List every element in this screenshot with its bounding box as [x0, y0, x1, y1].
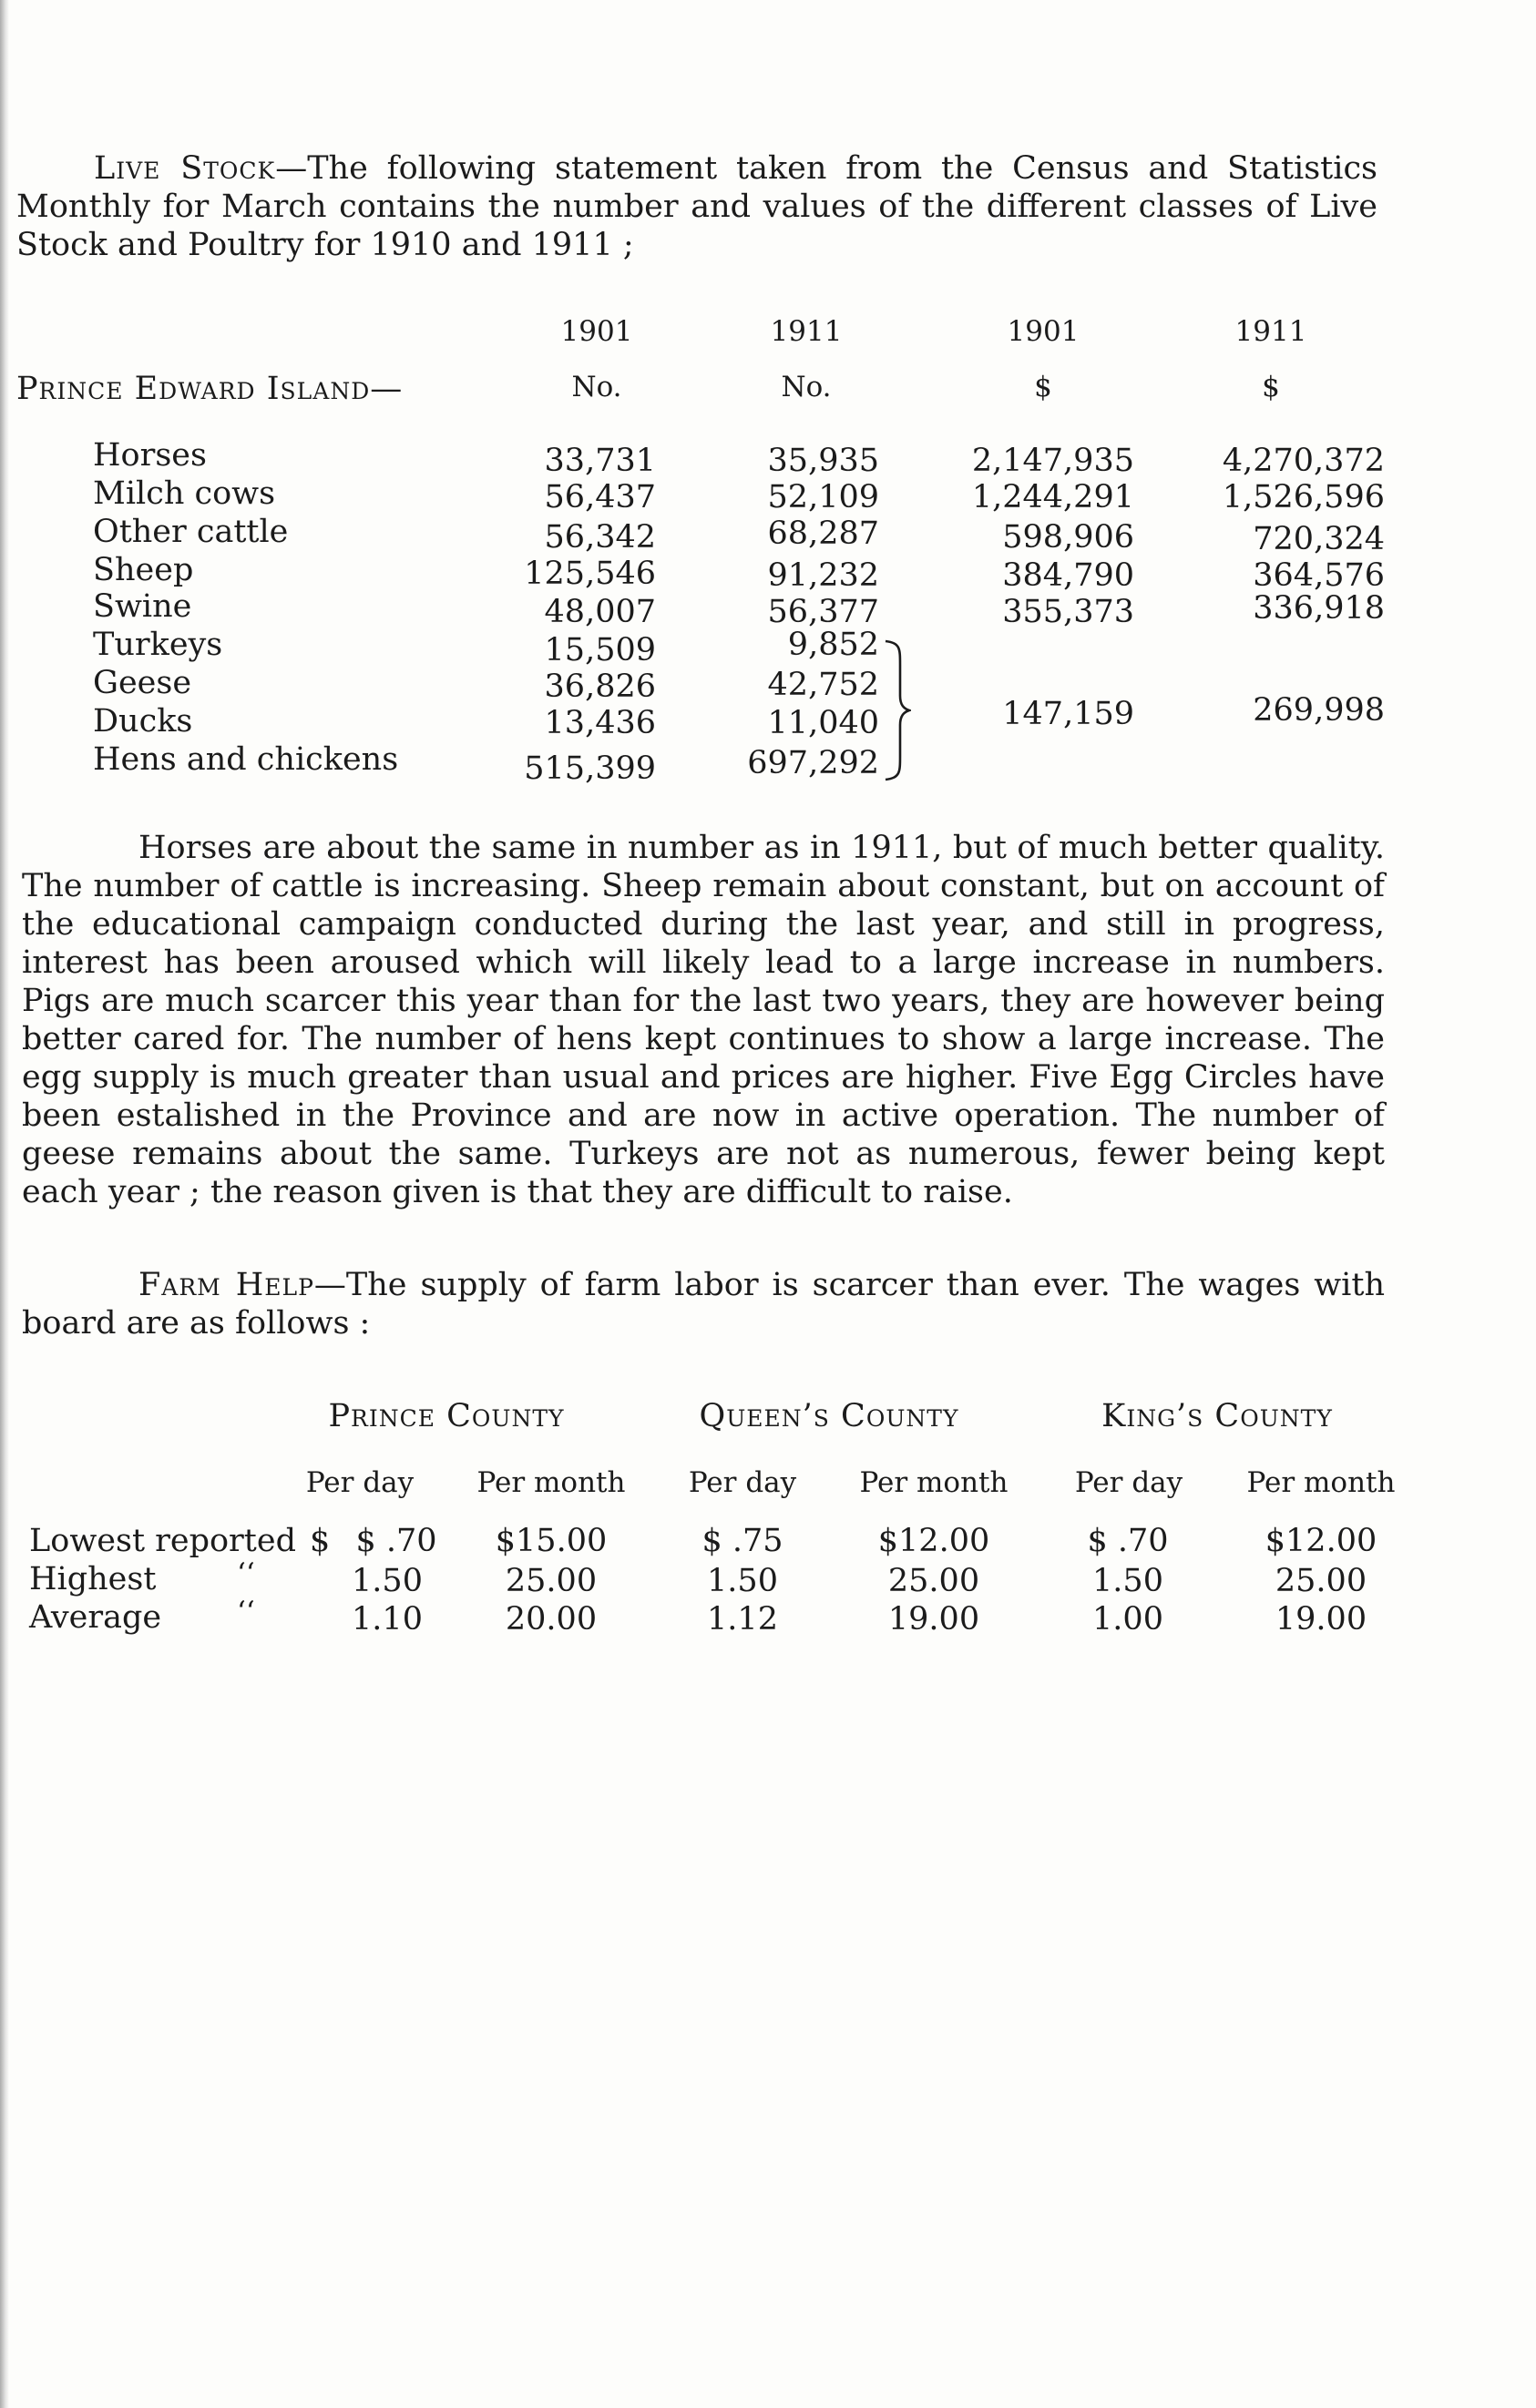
cell-no-1901: 13,436 — [544, 705, 656, 741]
cell-no-1901: 15,509 — [544, 632, 656, 668]
prince-per-month: 25.00 — [505, 1563, 598, 1599]
row-mark: ‘‘ — [237, 1596, 255, 1628]
prince-per-day: 1.50 — [352, 1563, 423, 1599]
poultry-value-1901: 147,159 — [1002, 696, 1134, 732]
cell-no-1901: 56,342 — [544, 519, 656, 556]
livestock-discussion: Horses are about the same in number as in 1911, but of much better quality. The number of cattle is increasing. Sheep remain about constant, but on account of the educational campaign conducted during the last year, and still in progress, interest has been aroused which will likely lead to a large increase in numbers. Pigs are much scarcer this year than for the last two years, they are however being better cared for. The number of hens kept continues to show a large increase. The egg supply is much greater than usual and prices are higher. Five Egg Circles have been estalished in the Province and are now in active operation. The number of geese remains about the same. Turkeys are not as numerous, fewer being kept each year ; the reason given is that they are difficult to raise. — [22, 830, 1385, 1210]
row-label: Average — [29, 1599, 162, 1636]
queens-per-month: 19.00 — [887, 1601, 980, 1638]
farm-help-intro — [22, 1266, 1385, 1342]
queens-per-day-label: Per day — [688, 1466, 797, 1499]
cell-val-1901: 598,906 — [1002, 519, 1134, 556]
livestock-intro-text: —The following statement taken from the Census and Statistics Monthly for March contains the number and values of the different classes of Live Stock and Poultry for 1910 and 1911 ; — [16, 150, 1378, 263]
cell-no-1901: 33,731 — [544, 443, 656, 479]
cell-val-1911: 336,918 — [1253, 590, 1385, 627]
cell-val-1901: 355,373 — [1002, 594, 1134, 630]
prince-per-day: $ .70 — [355, 1523, 437, 1559]
header-year-1: 1901 — [560, 315, 633, 348]
cell-no-1901: 515,399 — [524, 750, 656, 787]
cell-no-1901: 125,546 — [524, 556, 656, 592]
queens-per-day: $ .75 — [701, 1523, 783, 1559]
row-label: Turkeys — [93, 627, 223, 663]
row-label: Swine — [93, 588, 192, 625]
header-year-2: 1911 — [770, 315, 843, 348]
kings-per-month: $12.00 — [1265, 1523, 1377, 1559]
header-unit-3: $ — [1034, 371, 1052, 403]
poultry-value-1911: 269,998 — [1253, 692, 1385, 729]
header-year-3: 1901 — [1007, 315, 1080, 348]
row-label: Milch cows — [93, 475, 276, 512]
cell-val-1911: 1,526,596 — [1222, 479, 1385, 515]
prince-per-month: 20.00 — [505, 1601, 598, 1638]
farm-help-heading: Farm Help — [138, 1267, 314, 1303]
row-label: Ducks — [93, 703, 193, 740]
kings-per-day: $ .70 — [1087, 1523, 1169, 1559]
livestock-heading: Live Stock — [94, 150, 276, 187]
cell-no-1911: 697,292 — [747, 745, 879, 781]
prince-per-day-label: Per day — [305, 1466, 415, 1499]
cell-no-1901: 36,826 — [544, 668, 656, 705]
row-mark: $ — [310, 1523, 331, 1559]
cell-val-1911: 4,270,372 — [1222, 443, 1385, 479]
cell-val-1901: 2,147,935 — [971, 443, 1134, 479]
cell-no-1911: 9,852 — [787, 627, 879, 663]
queens-per-day: 1.50 — [707, 1563, 778, 1599]
kings-per-month: 19.00 — [1275, 1601, 1367, 1638]
cell-no-1901: 56,437 — [544, 479, 656, 515]
scan-edge-shadow — [0, 0, 9, 2408]
cell-val-1911: 720,324 — [1253, 521, 1385, 557]
cell-no-1911: 91,232 — [767, 557, 879, 594]
cell-no-1911: 52,109 — [767, 479, 879, 515]
poultry-brace-icon — [880, 638, 911, 783]
kings-per-month: 25.00 — [1275, 1563, 1367, 1599]
row-label: Geese — [93, 665, 192, 701]
queens-per-day: 1.12 — [707, 1601, 778, 1638]
prince-per-month: $15.00 — [495, 1523, 608, 1559]
header-unit-2: No. — [781, 371, 832, 403]
row-mark: ‘‘ — [237, 1557, 255, 1590]
row-label: Hens and chickens — [93, 741, 399, 778]
livestock-intro — [16, 149, 1377, 264]
farm-help-text: —The supply of farm labor is scarcer than ever. The wages with board are as follows : — [22, 1267, 1385, 1342]
province-label: Prince Edward Island— — [16, 371, 404, 407]
header-unit-4: $ — [1262, 371, 1280, 403]
kings-per-day: 1.50 — [1092, 1563, 1163, 1599]
cell-val-1901: 384,790 — [1002, 557, 1134, 594]
row-label: Highest — [29, 1561, 157, 1597]
kings-per-month-label: Per month — [1246, 1466, 1396, 1499]
header-year-4: 1911 — [1234, 315, 1307, 348]
cell-no-1911: 35,935 — [767, 443, 879, 479]
row-label: Horses — [93, 437, 207, 474]
cell-val-1911: 364,576 — [1253, 557, 1385, 594]
cell-no-1901: 48,007 — [544, 594, 656, 630]
kings-per-day: 1.00 — [1092, 1601, 1163, 1638]
row-label: Other cattle — [93, 514, 289, 550]
cell-no-1911: 11,040 — [767, 705, 879, 741]
row-label: Sheep — [93, 552, 194, 588]
county-queens: Queen’s County — [699, 1398, 959, 1434]
header-unit-1: No. — [571, 371, 622, 403]
cell-val-1901: 1,244,291 — [971, 479, 1134, 515]
queens-per-month: $12.00 — [877, 1523, 990, 1559]
prince-per-day: 1.10 — [352, 1601, 423, 1638]
kings-per-day-label: Per day — [1074, 1466, 1183, 1499]
cell-no-1911: 42,752 — [767, 667, 879, 703]
queens-per-month: 25.00 — [887, 1563, 980, 1599]
county-prince: Prince County — [328, 1398, 565, 1434]
queens-per-month-label: Per month — [859, 1466, 1009, 1499]
cell-no-1911: 68,287 — [767, 515, 879, 552]
county-kings: King’s County — [1101, 1398, 1333, 1434]
prince-per-month-label: Per month — [476, 1466, 626, 1499]
cell-no-1911: 56,377 — [767, 594, 879, 630]
row-label: Lowest reported — [29, 1523, 296, 1559]
